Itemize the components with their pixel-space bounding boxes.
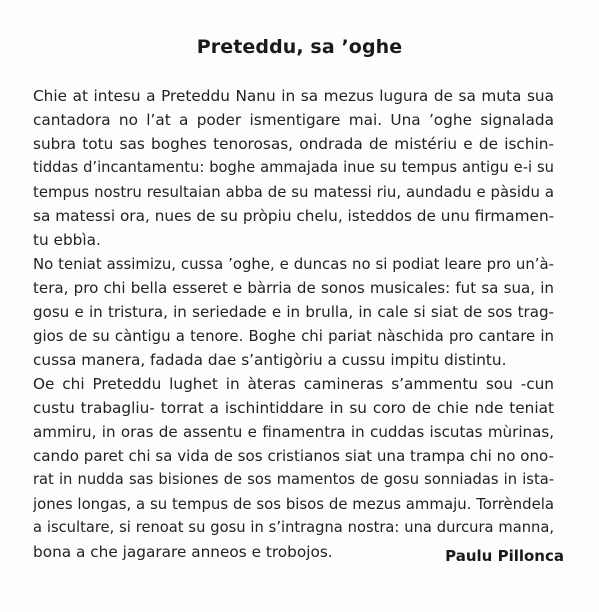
- text-line: gios de su càntigu a tenore. Boghe chi pariat nàschida pro cantare in: [33, 327, 554, 345]
- page-title: Preteddu, sa ’oghe: [196, 36, 403, 58]
- text-line: Chie at intesu a Preteddu Nanu in sa mezus lugura de sa muta sua: [33, 87, 554, 105]
- text-line: ammiru, in oras de assentu e finamentra in cuddas iscutas mùrinas,: [33, 423, 554, 441]
- body-text: [33, 84, 554, 564]
- text-line: bona a che jagarare anneos e trobojos.: [33, 543, 333, 561]
- text-line: gosu e in tristura, in seriedade e in brulla, in cale si siat de sos trag-: [33, 303, 554, 321]
- text-line: a iscultare, si renoat su gosu in s’intragna nostra: una durcura manna,: [33, 519, 554, 536]
- text-line: custu trabagliu- torrat a ischintiddare in su coro de chie nde teniat: [33, 399, 554, 417]
- text-line: cantadora no l’at a poder ismentigare mai. Una ’oghe signalada: [33, 111, 554, 129]
- text-line: Oe chi Preteddu lughet in àteras camineras s’ammentu sou -cun: [33, 375, 554, 393]
- text-line: jones longas, a su tempus de sos bisos de mezus ammaju. Torrèndela: [33, 495, 554, 513]
- text-line: sa matessi ora, nues de su pròpiu chelu, isteddos de unu firmamen-: [33, 207, 554, 225]
- text-line: rat in nudda sas bisiones de sos mamentos de gosu sonniadas in ista-: [33, 471, 554, 488]
- text-line: cando paret chi sa vida de sos cristianos siat una trampa chi no ono-: [33, 447, 554, 465]
- text-line: cussa manera, fadada dae s’antigòriu a cussu impitu distintu.: [33, 351, 507, 369]
- author-signature: Paulu Pillonca: [445, 547, 564, 565]
- text-line: tera, pro chi bella esseret e bàrria de sonos musicales: fut sa sua, in: [33, 279, 554, 297]
- text-line: tu ebbìa.: [33, 231, 101, 249]
- text-line: No teniat assimizu, cussa ’oghe, e duncas no si podiat leare pro un’à-: [33, 255, 554, 273]
- text-line: tempus nostru resultaian abba de su matessi riu, aundadu e pàsidu a: [33, 183, 554, 201]
- text-line: subra totu sas boghes tenorosas, ondrada de mistériu e de ischin-: [33, 135, 554, 153]
- text-line: tiddas d’incantamentu: boghe ammajada inue su tempus antigu e-i su: [33, 159, 554, 176]
